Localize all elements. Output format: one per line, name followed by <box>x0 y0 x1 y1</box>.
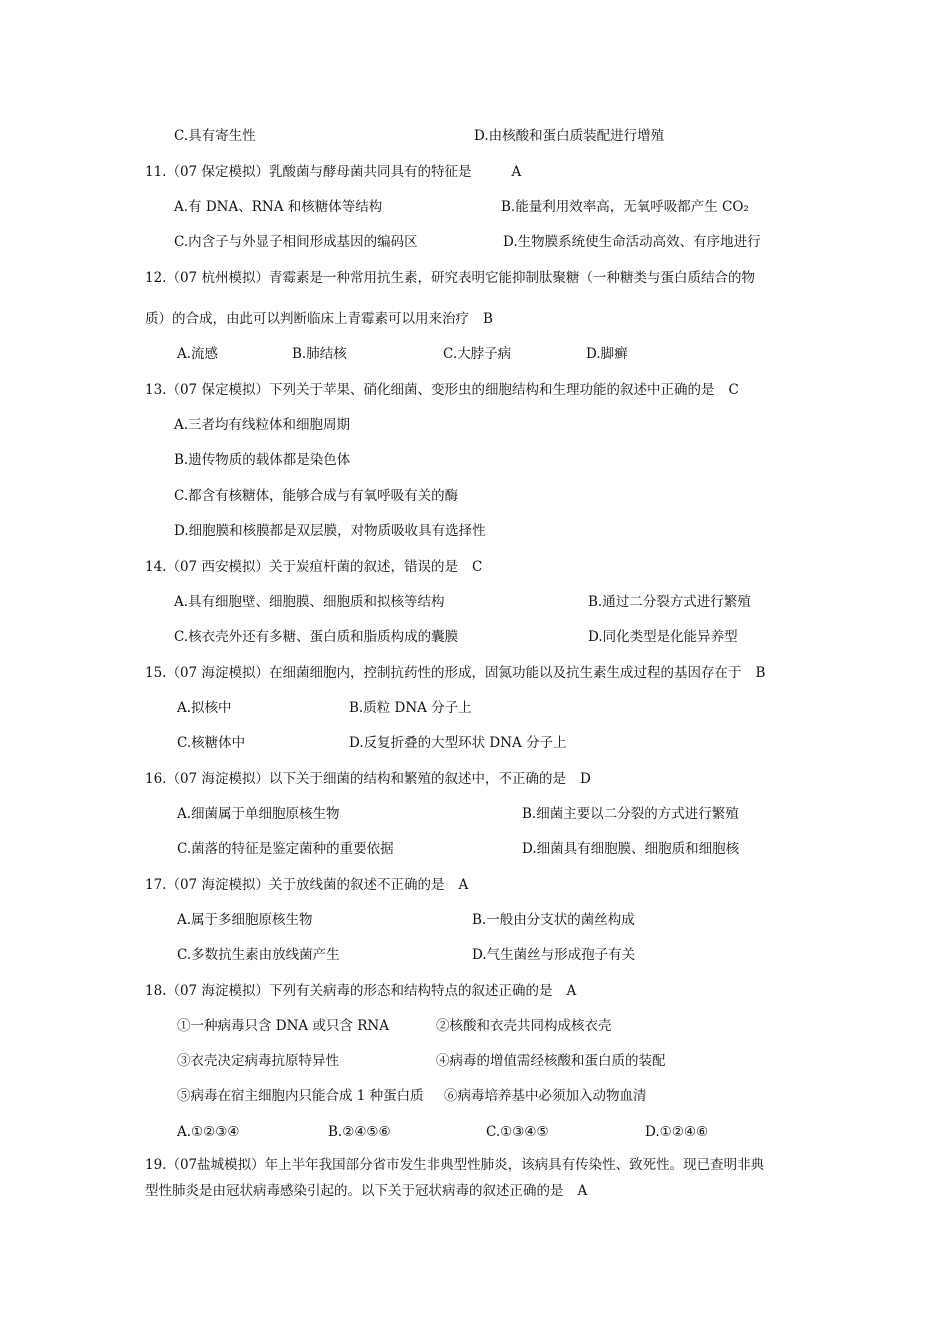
q16-option-a: A.细菌属于单细胞原核生物 <box>177 806 340 822</box>
q18-statement-6: ⑥病毒培养基中必须加入动物血清 <box>444 1088 647 1104</box>
q15-stem <box>145 664 765 682</box>
q14-option-c: C.核衣壳外还有多糖、蛋白质和脂质构成的囊膜 <box>174 629 459 645</box>
q15-stem-text: 15.（07 海淀模拟）在细菌细胞内，控制抗药性的形成，固氮功能以及抗生素生成过程的基因存在于 <box>145 665 742 681</box>
q11-stem-text: 11.（07 保定模拟）乳酸菌与酵母菌共同具有的特征是 <box>145 164 472 180</box>
q12-option-d: D.脚癣 <box>586 346 628 362</box>
q18-stem-text: 18.（07 海淀模拟）下列有关病毒的形态和结构特点的叙述正确的是 <box>145 983 553 999</box>
q11-option-c: C.内含子与外显子相间形成基因的编码区 <box>174 234 418 250</box>
q10-option-d: D.由核酸和蛋白质装配进行增殖 <box>474 128 665 144</box>
q16-answer: D <box>579 771 591 787</box>
q18-statement-5: ⑤病毒在宿主细胞内只能合成 1 种蛋白质 <box>177 1088 424 1104</box>
q12-option-a: A.流感 <box>177 346 219 362</box>
q18-option-c: C.①③④⑤ <box>486 1124 549 1140</box>
q10-option-c: C.具有寄生性 <box>174 128 256 144</box>
q18-option-b: B.②④⑤⑥ <box>328 1124 391 1140</box>
q11-answer: A <box>511 164 522 180</box>
q18-answer: A <box>566 983 577 999</box>
q11-option-d: D.生物膜系统使生命活动高效、有序地进行 <box>503 234 761 250</box>
q13-stem-text: 13.（07 保定模拟）下列关于苹果、硝化细菌、变形虫的细胞结构和生理功能的叙述中正确的是 <box>145 382 715 398</box>
q15-option-d: D.反复折叠的大型环状 DNA 分子上 <box>349 735 567 751</box>
q16-stem <box>145 770 591 788</box>
q12-option-c: C.大脖子病 <box>443 346 512 362</box>
q17-option-c: C.多数抗生素由放线菌产生 <box>177 947 340 963</box>
q13-option-c: C.都含有核糖体，能够合成与有氧呼吸有关的酶 <box>174 488 459 504</box>
q14-option-d: D.同化类型是化能异养型 <box>588 629 738 645</box>
q19-stem-line1: 19.（07盐城模拟）年上半年我国部分省市发生非典型性肺炎，该病具有传染性、致死性。现已查明非典 <box>145 1157 765 1173</box>
q18-statement-4: ④病毒的增值需经核酸和蛋白质的装配 <box>436 1053 666 1069</box>
q16-stem-text: 16.（07 海淀模拟）以下关于细菌的结构和繁殖的叙述中，不正确的是 <box>145 771 566 787</box>
q15-option-b: B.质粒 DNA 分子上 <box>349 700 472 716</box>
q13-option-a: A.三者均有线粒体和细胞周期 <box>174 417 351 433</box>
q18-statement-2: ②核酸和衣壳共同构成核衣壳 <box>436 1018 612 1034</box>
q14-stem <box>145 558 482 576</box>
q18-statement-1: ①一种病毒只含 DNA 或只含 RNA <box>177 1018 389 1034</box>
q13-option-d: D.细胞膜和核膜都是双层膜，对物质吸收具有选择性 <box>174 523 486 539</box>
q18-option-a: A.①②③④ <box>177 1124 240 1140</box>
q12-stem-text: 质）的合成，由此可以判断临床上青霉素可以用来治疗 <box>145 311 469 327</box>
q16-option-d: D.细菌具有细胞膜、细胞质和细胞核 <box>522 841 740 857</box>
q19-stem-line2 <box>145 1182 587 1200</box>
q12-answer: B <box>483 311 493 327</box>
q17-answer: A <box>458 877 469 893</box>
q12-stem-line1: 12.（07 杭州模拟）青霉素是一种常用抗生素，研究表明它能抑制肽聚糖（一种糖类与蛋白质结合的物 <box>145 270 755 286</box>
q18-option-d: D.①②④⑥ <box>645 1124 709 1140</box>
q14-answer: C <box>471 559 483 575</box>
q17-option-d: D.气生菌丝与形成孢子有关 <box>472 947 636 963</box>
q19-answer: A <box>577 1183 588 1199</box>
q16-option-c: C.菌落的特征是鉴定菌种的重要依据 <box>177 841 394 857</box>
q15-answer: B <box>755 665 766 681</box>
q13-stem <box>145 381 739 399</box>
q17-stem-text: 17.（07 海淀模拟）关于放线菌的叙述不正确的是 <box>145 877 445 893</box>
q11-option-a: A.有 DNA、RNA 和核糖体等结构 <box>174 199 383 215</box>
q19-stem-text: 型性肺炎是由冠状病毒感染引起的。以下关于冠状病毒的叙述正确的是 <box>145 1183 564 1199</box>
q14-option-a: A.具有细胞壁、细胞膜、细胞质和拟核等结构 <box>174 594 445 610</box>
q13-answer: C <box>728 382 739 398</box>
q14-stem-text: 14.（07 西安模拟）关于炭疽杆菌的叙述，错误的是 <box>145 559 458 575</box>
q12-stem-line2 <box>145 310 493 328</box>
q14-option-b: B.通过二分裂方式进行繁殖 <box>588 594 751 610</box>
q11-option-b: B.能量利用效率高，无氧呼吸都产生 CO₂ <box>501 199 749 215</box>
q15-option-a: A.拟核中 <box>177 700 232 716</box>
q16-option-b: B.细菌主要以二分裂的方式进行繁殖 <box>522 806 739 822</box>
q18-statement-3: ③衣壳决定病毒抗原特异性 <box>177 1053 339 1069</box>
q12-option-b: B.肺结核 <box>292 346 347 362</box>
q17-option-a: A.属于多细胞原核生物 <box>177 912 313 928</box>
q17-option-b: B.一般由分支状的菌丝构成 <box>472 912 635 928</box>
q13-option-b: B.遗传物质的载体都是染色体 <box>174 452 351 468</box>
q11-stem <box>145 163 521 181</box>
q15-option-c: C.核糖体中 <box>177 735 246 751</box>
q17-stem <box>145 876 468 894</box>
q18-stem <box>145 982 576 1000</box>
